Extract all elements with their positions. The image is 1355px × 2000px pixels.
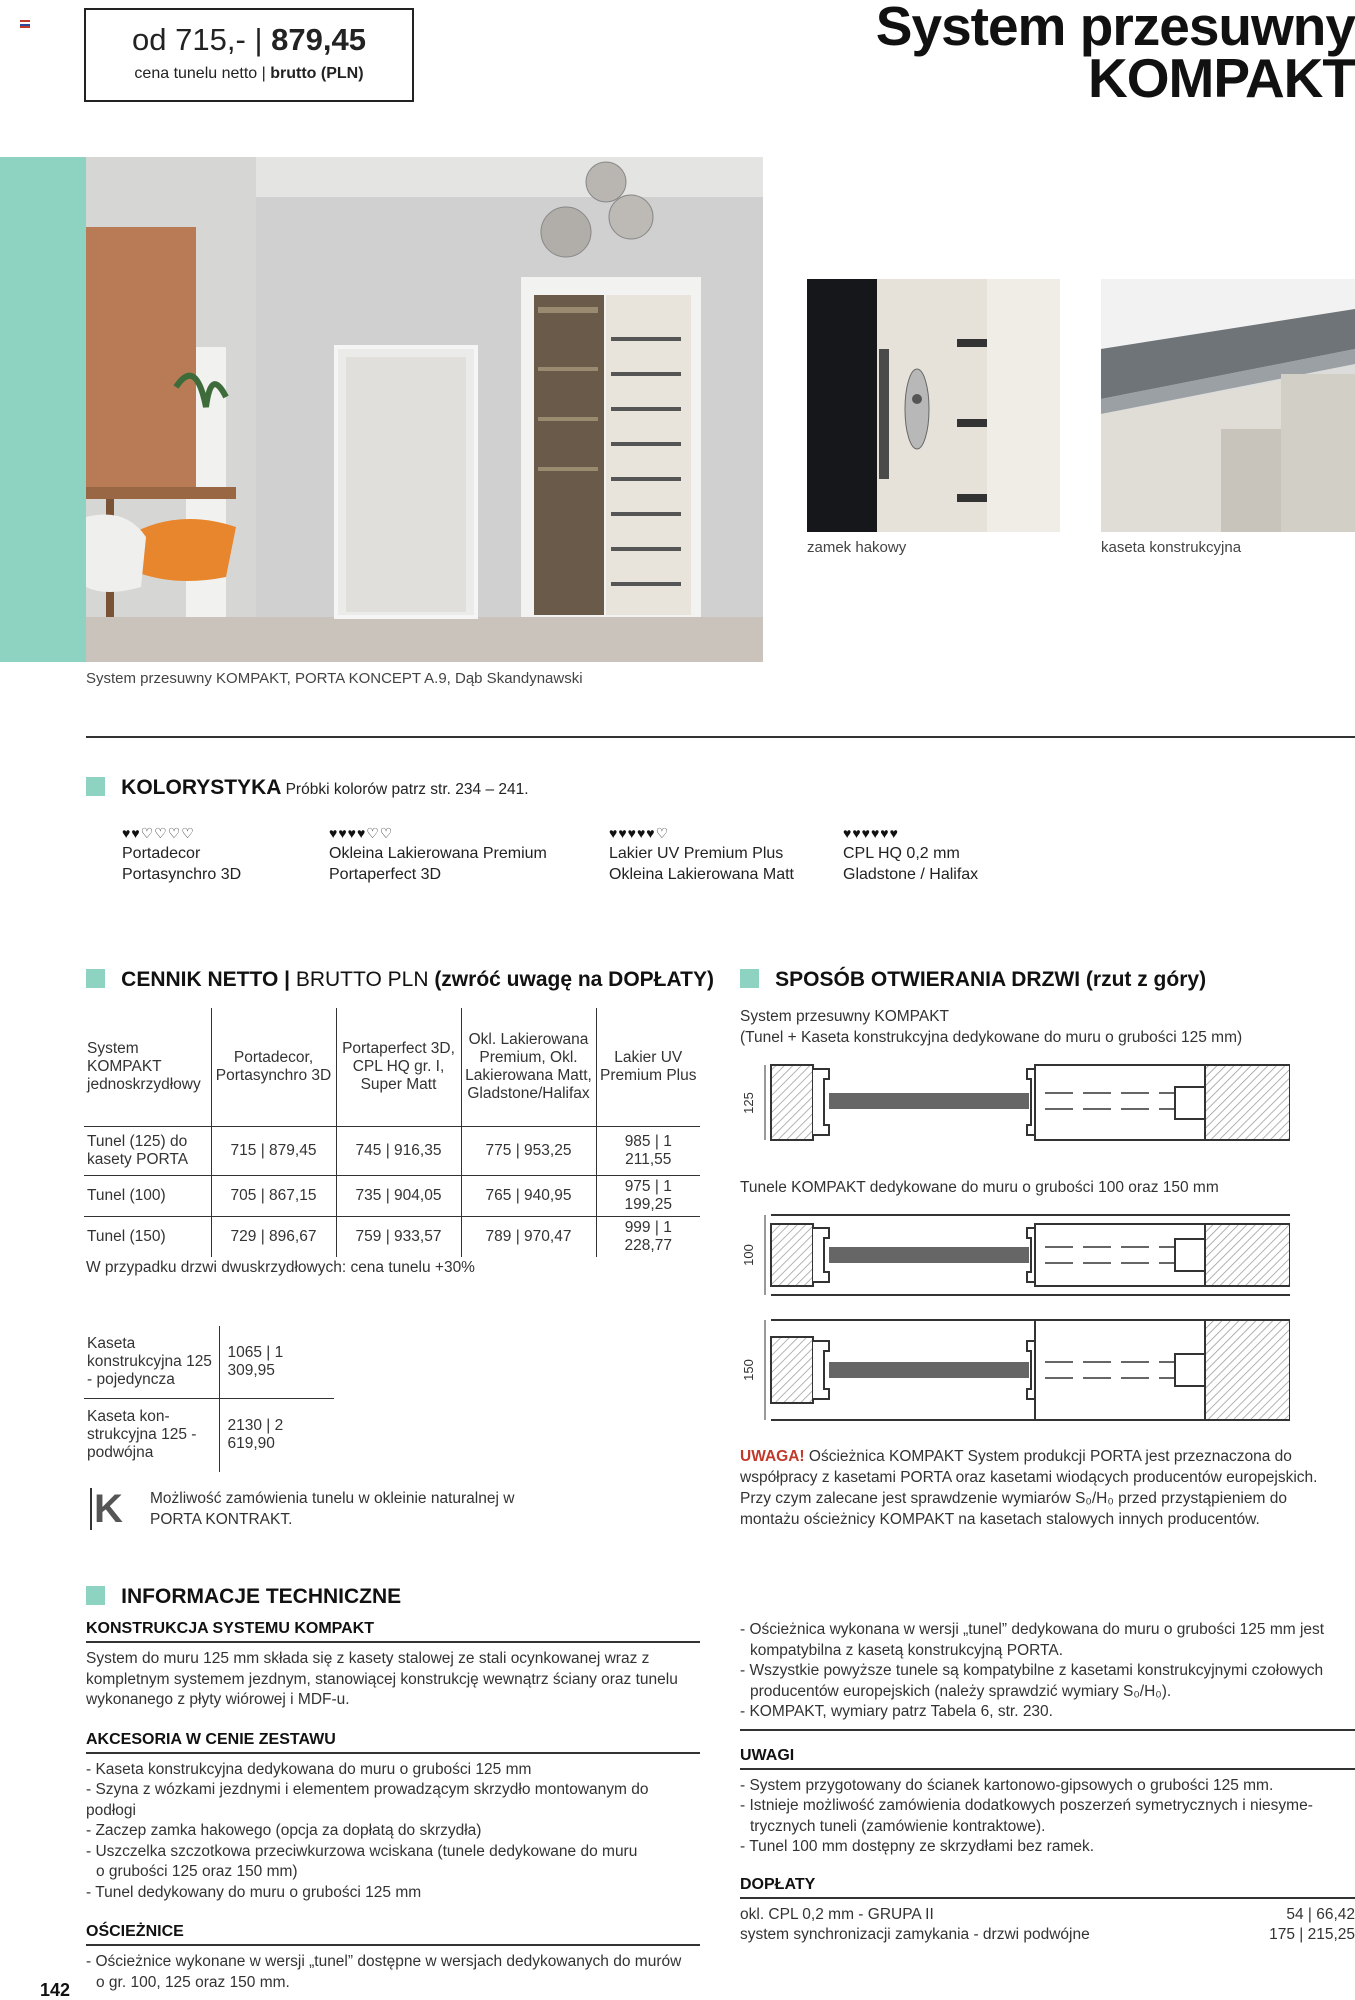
list-item bbox=[740, 1905, 1355, 1926]
rating-hearts-icon: ♥♥♥♥♥♡ bbox=[609, 825, 670, 841]
list-item: - Szyna z wózkami jezdnymi i elementem prowadzącym skrzydło montowanym do podłogi bbox=[86, 1781, 649, 1819]
cassette-photo bbox=[1101, 279, 1355, 532]
pricing-title-note: (zwróć uwagę na DOPŁATY) bbox=[434, 968, 714, 991]
kontrakt-note: Możliwość zamówienia tunelu w okleinie naturalnej w PORTA KONTRAKT. bbox=[150, 1490, 515, 1528]
table-cell: 745 | 916,35 bbox=[336, 1126, 461, 1175]
doplata-value: 175 | 215,25 bbox=[1269, 1926, 1355, 1943]
table-cell: 715 | 879,45 bbox=[211, 1126, 336, 1175]
table-cell: 729 | 896,67 bbox=[211, 1216, 336, 1257]
teal-accent-strip bbox=[0, 157, 86, 662]
main-photo-caption: System przesuwny KOMPAKT, PORTA KONCEPT A.9, Dąb Skandynawski bbox=[86, 670, 583, 687]
akcesoria-title: AKCESORIA W CENIE ZESTAWU bbox=[86, 1731, 700, 1754]
table-cell: 765 | 940,95 bbox=[461, 1175, 596, 1216]
table-row bbox=[84, 1126, 700, 1175]
flag-icon bbox=[20, 20, 30, 28]
opening-diagram-150 bbox=[735, 1315, 1290, 1425]
pricing-section-header bbox=[86, 968, 714, 992]
opening-diagram-100 bbox=[735, 1210, 1290, 1300]
table-row bbox=[84, 1216, 700, 1257]
table-cell: 999 | 1 228,77 bbox=[596, 1216, 700, 1257]
list-item: - Istnieje możliwość zamówienia dodatkowych poszerzeń symetrycznych i niesyme- bbox=[740, 1797, 1313, 1814]
dim-label-125: 125 bbox=[741, 1092, 756, 1114]
table-header-cell: Portaperfect 3D, CPL HQ gr. I, Super Matt bbox=[336, 1008, 461, 1126]
rating-hearts-icon: ♥♥♡♡♡♡ bbox=[122, 825, 195, 841]
oscieznice-list bbox=[86, 1952, 700, 1993]
tech-section-header bbox=[86, 1585, 401, 1609]
uwagi-list bbox=[740, 1776, 1355, 1858]
grade-line-1: CPL HQ 0,2 mm bbox=[843, 845, 960, 862]
list-item: - Tunel dedykowany do muru o grubości 125 mm bbox=[86, 1883, 422, 1901]
price-caption-net: cena tunelu netto bbox=[134, 65, 258, 82]
table-header-row bbox=[84, 1008, 700, 1126]
warning-label: UWAGA! bbox=[740, 1448, 805, 1465]
color-grade-1 bbox=[122, 825, 342, 885]
list-item: - Tunel 100 mm dostępny ze skrzydłami bez ramek. bbox=[740, 1838, 1095, 1855]
table-cell: 1065 | 1 309,95 bbox=[219, 1326, 334, 1398]
list-item: - Wszystkie powyższe tunele są kompatybilne z kasetami konstrukcyjnymi czołowych bbox=[740, 1662, 1324, 1679]
price-net: od 715,- bbox=[132, 22, 246, 57]
section-marker bbox=[86, 969, 105, 988]
table-header-cell: Portadecor, Portasynchro 3D bbox=[211, 1008, 336, 1126]
table-row bbox=[84, 1175, 700, 1216]
section-marker bbox=[86, 1586, 105, 1605]
list-item: trycznych tuneli (zamówienie kontraktowe). bbox=[750, 1817, 1046, 1835]
page-title bbox=[875, 0, 1355, 109]
list-item: - Zaczep zamka hakowego (opcja za dopłatą do skrzydła) bbox=[86, 1822, 482, 1839]
table-cell: Tunel (150) bbox=[87, 1227, 166, 1245]
pricing-title-sep: | bbox=[278, 968, 296, 991]
price-separator: | bbox=[254, 22, 263, 57]
page-title-line2: KOMPAKT bbox=[1088, 47, 1355, 109]
table-cell: 705 | 867,15 bbox=[211, 1175, 336, 1216]
price-main bbox=[86, 24, 412, 55]
opening-section-header bbox=[740, 968, 1206, 992]
color-grade-4 bbox=[843, 825, 1063, 885]
list-item: o gr. 100, 125 oraz 150 mm. bbox=[96, 1973, 290, 1991]
kontrakt-logo: K bbox=[90, 1488, 126, 1530]
table-cell: Tunel (125) do kasety PORTA bbox=[84, 1126, 211, 1175]
section-divider bbox=[86, 736, 1355, 738]
warning-text: Ościeżnica KOMPAKT System produkcji PORTA jest przeznaczona do współpracy z kasetami PORTA oraz kasetami wiodących producentów europejskich. Przy czym zalecane jest sprawdzenie wymiarów S₀/H₀ przed przystąpieniem do montażu ościeżnicy KOMPAKT na kasetach stalowych innych producentów. bbox=[740, 1448, 1318, 1528]
table-cell: 789 | 970,47 bbox=[461, 1216, 596, 1257]
list-item: - System przygotowany do ścianek kartonowo-gipsowych o grubości 125 mm. bbox=[740, 1776, 1274, 1794]
rating-hearts-icon: ♥♥♥♥♡♡ bbox=[329, 825, 394, 841]
opening-diagram-125 bbox=[735, 1055, 1290, 1150]
lock-photo bbox=[807, 279, 1060, 532]
grade-line-2: Portasynchro 3D bbox=[122, 866, 242, 883]
price-caption-gross: brutto (PLN) bbox=[270, 65, 364, 82]
opening-title bbox=[775, 968, 1206, 991]
grade-line-1: Okleina Lakierowana Premium bbox=[329, 845, 547, 862]
colors-section-header bbox=[86, 776, 529, 800]
konstrukcja-title: KONSTRUKCJA SYSTEMU KOMPAKT bbox=[86, 1620, 700, 1643]
list-item: - Uszczelka szczotkowa przeciwkurzowa wciskana (tunele dedykowane do muru bbox=[86, 1842, 638, 1860]
dim-label-100: 100 bbox=[741, 1244, 756, 1266]
list-item: - KOMPAKT, wymiary patrz Tabela 6, str. 230. bbox=[740, 1703, 1053, 1720]
price-box bbox=[84, 8, 414, 102]
color-grade-3 bbox=[609, 825, 829, 885]
doplaty-title: DOPŁATY bbox=[740, 1876, 1355, 1899]
pricing-title bbox=[121, 968, 714, 991]
grade-line-1: Lakier UV Premium Plus bbox=[609, 845, 784, 862]
page-number: 142 bbox=[40, 1980, 71, 2000]
section-marker bbox=[86, 777, 105, 796]
opening-title-note: (rzut z góry) bbox=[1085, 968, 1207, 991]
list-item bbox=[740, 1925, 1355, 1946]
price-table bbox=[84, 1008, 700, 1257]
diagram-label-1-line2: (Tunel + Kaseta konstrukcyjna dedykowane do muru o grubości 125 mm) bbox=[740, 1029, 1243, 1046]
right-notes-list bbox=[740, 1620, 1355, 1731]
cassette-photo-caption: kaseta konstrukcyjna bbox=[1101, 539, 1242, 556]
table-cell: 985 | 1 211,55 bbox=[596, 1126, 700, 1175]
pricing-title-net: CENNIK NETTO bbox=[121, 968, 279, 991]
pricing-title-gross: BRUTTO PLN bbox=[295, 968, 435, 991]
page-title-line1: System przesuwny bbox=[875, 0, 1355, 57]
tech-left-column bbox=[86, 1620, 700, 1993]
main-photo bbox=[86, 157, 763, 662]
price-caption-separator: | bbox=[261, 65, 266, 82]
table-cell: 735 | 904,05 bbox=[336, 1175, 461, 1216]
doplata-value: 54 | 66,42 bbox=[1286, 1905, 1355, 1923]
dim-label-150: 150 bbox=[741, 1359, 756, 1381]
table-header-cell: Lakier UV Premium Plus bbox=[596, 1008, 700, 1126]
price-gross: 879,45 bbox=[271, 22, 366, 57]
table-cell: 975 | 1 199,25 bbox=[596, 1175, 700, 1216]
opening-title-main: SPOSÓB OTWIERANIA DRZWI bbox=[775, 968, 1081, 991]
table-cell: 775 | 953,25 bbox=[461, 1126, 596, 1175]
doplata-label: system synchronizacji zamykania - drzwi podwójne bbox=[740, 1926, 1090, 1943]
grade-line-1: Portadecor bbox=[122, 845, 201, 862]
grade-line-2: Okleina Lakierowana Matt bbox=[609, 866, 794, 883]
table-row bbox=[84, 1398, 334, 1472]
diagram-label-1-line1: System przesuwny KOMPAKT bbox=[740, 1008, 950, 1025]
grade-line-2: Portaperfect 3D bbox=[329, 866, 442, 883]
list-item: producentów europejskich (należy sprawdzić wymiary S₀/H₀). bbox=[750, 1682, 1172, 1700]
color-grade-2 bbox=[329, 825, 549, 885]
uwagi-title: UWAGI bbox=[740, 1747, 1355, 1770]
cassette-table bbox=[84, 1326, 334, 1472]
list-item: - Ościeżnice wykonane w wersji „tunel” dostępne w wersjach dedykowanych do murów bbox=[86, 1953, 682, 1970]
table-cell: 2130 | 2 619,90 bbox=[219, 1398, 334, 1472]
table-row bbox=[84, 1326, 334, 1398]
rating-hearts-icon: ♥♥♥♥♥♥ bbox=[843, 825, 899, 841]
tech-title: INFORMACJE TECHNICZNE bbox=[121, 1585, 402, 1608]
double-door-note: W przypadku drzwi dwuskrzydłowych: cena tunelu +30% bbox=[86, 1259, 475, 1276]
table-cell: Kaseta konstrukcyjna 125 - pojedyncza bbox=[84, 1326, 219, 1398]
table-cell: 759 | 933,57 bbox=[336, 1216, 461, 1257]
konstrukcja-text: System do muru 125 mm składa się z kasety stalowej ze stali ocynkowanej wraz z kompletnym systemem jezdnym, stanowiącej konstrukcję wewnątrz ściany oraz tunelu wykonanego z płyty wiórowej i MDF-u. bbox=[86, 1650, 678, 1708]
lock-photo-caption: zamek hakowy bbox=[807, 539, 907, 556]
tech-right-column bbox=[740, 1620, 1355, 1946]
akcesoria-list bbox=[86, 1760, 700, 1904]
table-header-cell: System KOMPAKT jednoskrzydłowy bbox=[84, 1008, 211, 1126]
oscieznice-title: OŚCIEŻNICE bbox=[86, 1923, 700, 1946]
colors-title: KOLORYSTYKA bbox=[121, 776, 282, 799]
section-marker bbox=[740, 969, 759, 988]
list-item: o grubości 125 oraz 150 mm) bbox=[96, 1863, 298, 1880]
diagram-label-1 bbox=[740, 1006, 1242, 1048]
list-item: kompatybilna z kasetą konstrukcyjną PORTA. bbox=[750, 1641, 1064, 1659]
diagram-label-2: Tunele KOMPAKT dedykowane do muru o grubości 100 oraz 150 mm bbox=[740, 1179, 1219, 1196]
list-item: - Ościeżnica wykonana w wersji „tunel” dedykowana do muru o grubości 125 mm jest bbox=[740, 1621, 1325, 1638]
warning-notice bbox=[740, 1446, 1345, 1530]
doplaty-list bbox=[740, 1905, 1355, 1946]
grade-line-2: Gladstone / Halifax bbox=[843, 866, 979, 883]
price-caption bbox=[86, 65, 412, 83]
doplata-label: okl. CPL 0,2 mm - GRUPA II bbox=[740, 1905, 934, 1923]
colors-subtitle: Próbki kolorów patrz str. 234 – 241. bbox=[285, 781, 529, 798]
table-cell: Kaseta kon-strukcyjna 125 - podwójna bbox=[87, 1408, 197, 1462]
table-cell: Tunel (100) bbox=[84, 1175, 211, 1216]
table-header-cell: Okl. Lakierowana Premium, Okl. Lakierowana Matt, Gladstone/Halifax bbox=[461, 1008, 596, 1126]
list-item: - Kaseta konstrukcyjna dedykowana do muru o grubości 125 mm bbox=[86, 1760, 532, 1778]
